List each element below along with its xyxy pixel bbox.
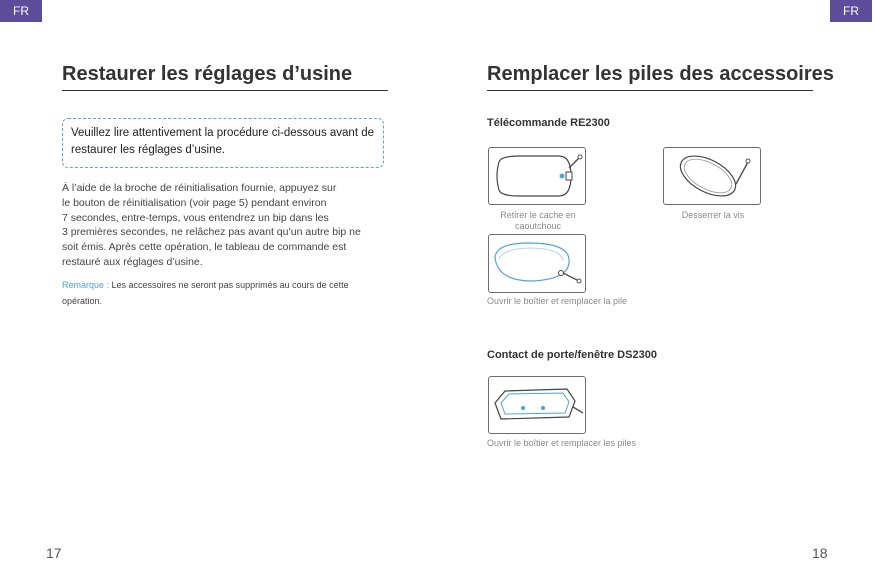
note-line-2: restaurer les réglages d’usine. [71,144,226,156]
instructions-line: À l’aide de la broche de réinitialisation fournie, appuyez sur [62,182,337,194]
page-title-left: Restaurer les réglages d’usine [62,63,353,85]
instructions-text [62,181,382,270]
language-tab-left: FR [0,0,42,22]
remote-screw-image [663,147,761,205]
section-heading-remote: Télécommande RE2300 [487,117,610,129]
caption-line: Retirer le cache en [500,210,576,220]
page-title-right: Remplacer les piles des accessoires [487,63,834,85]
note-line-1: Veuillez lire attentivement la procédure ci-dessous avant de [71,127,375,139]
language-tab-right: FR [830,0,872,22]
remote-battery-image [488,234,586,293]
title-rule-left [62,90,388,91]
instructions-line: 7 secondes, entre-temps, vous entendrez un bip dans les [62,211,329,224]
remark-text-2: opération. [62,296,103,306]
section-heading-contact: Contact de porte/fenêtre DS2300 [487,349,657,361]
instructions-line: restauré aux réglages d’usine. [62,255,203,268]
contact-battery-image [488,376,586,434]
title-rule-right [487,90,813,91]
page-number-left: 17 [46,545,62,561]
caption-replace-battery: Ouvrir le boîtier et remplacer la pile [487,296,628,306]
instructions-line: le bouton de réinitialisation (voir page 5) pendant environ [62,196,327,209]
note-box [62,118,384,168]
caption-loosen-screw: Desserrer la vis [681,210,745,220]
remark [62,277,382,309]
caption-line: caoutchouc [514,221,562,231]
instructions-line: soit émis. Après cette opération, le tableau de commande est [62,241,347,254]
remote-cover-image [488,147,586,205]
caption-replace-batteries: Ouvrir le boîtier et remplacer les piles [487,438,637,448]
remark-text: Les accessoires ne seront pas supprimés au cours de cette [111,280,349,290]
instructions-line: 3 premières secondes, ne relâchez pas avant qu’un autre bip ne [62,226,361,239]
caption-remove-cover [488,210,588,232]
remark-label: Remarque : [62,280,112,290]
page-number-right: 18 [812,545,828,561]
